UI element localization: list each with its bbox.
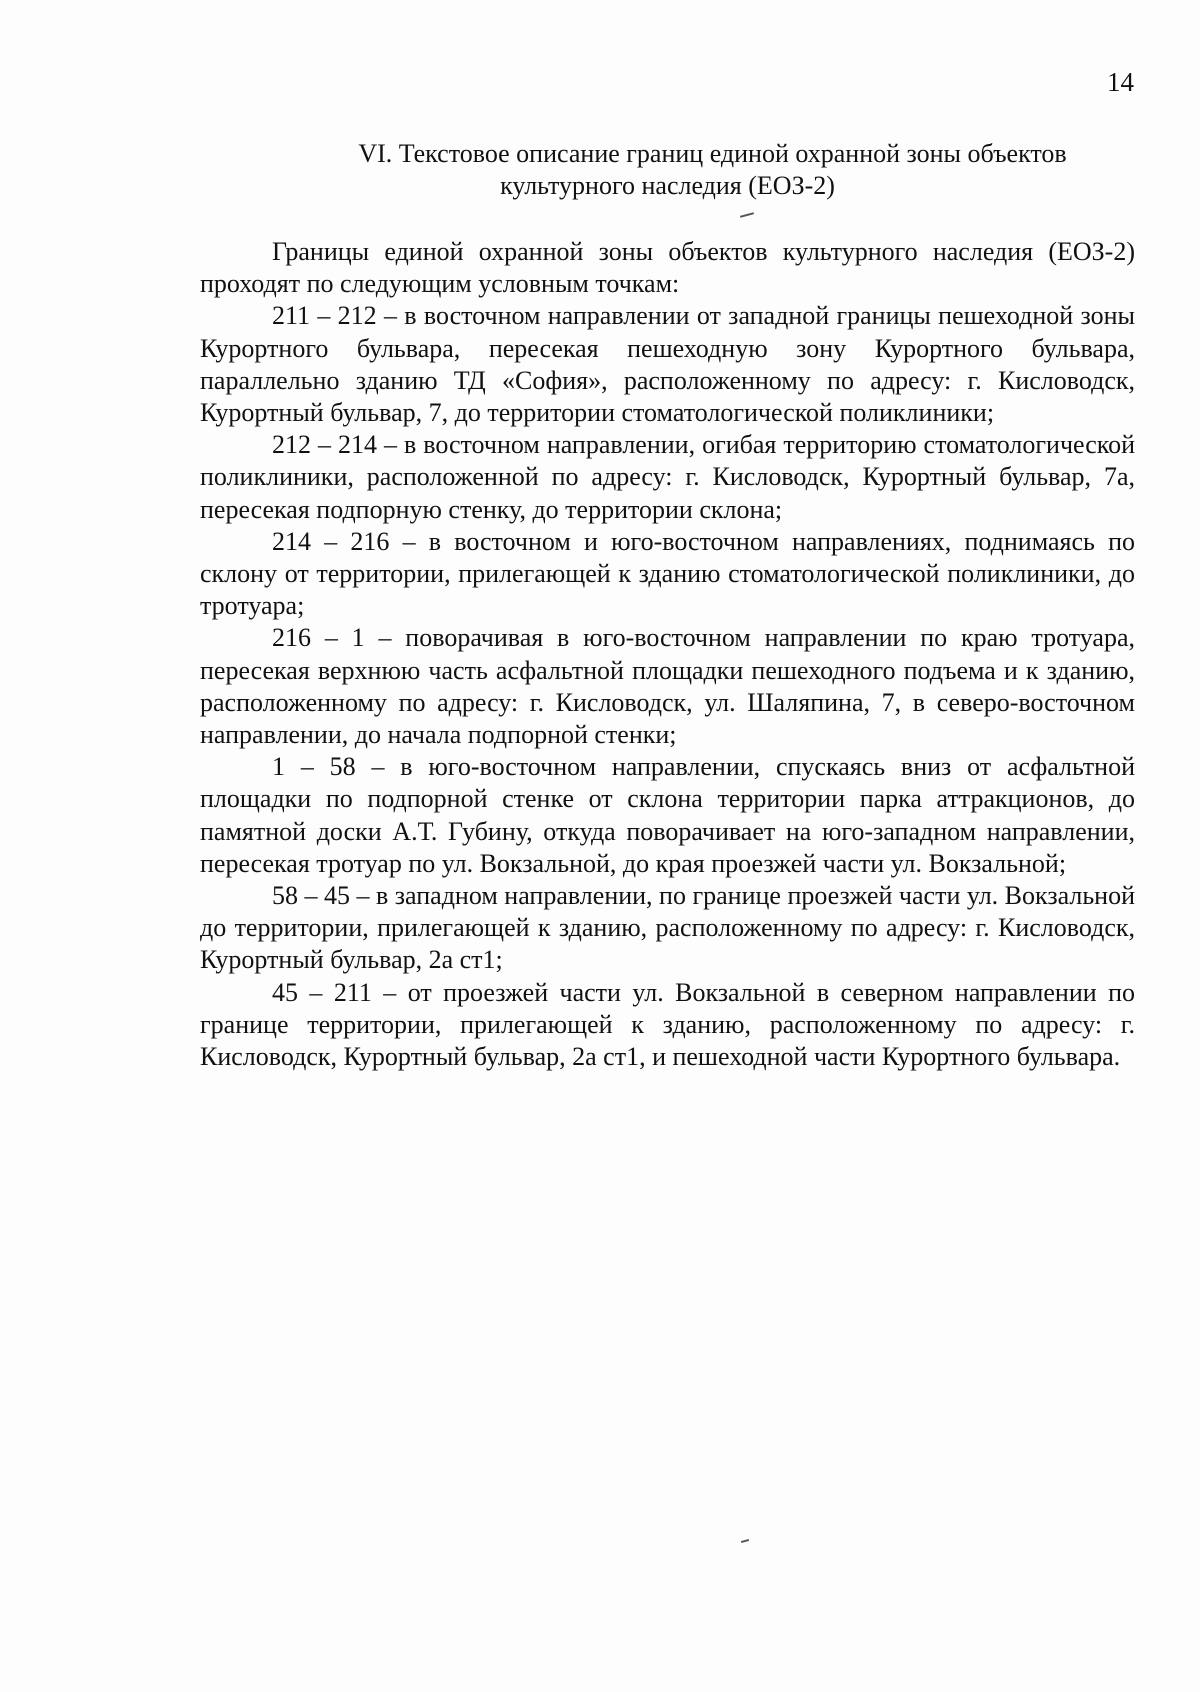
section-heading-line-2: культурного наследия (ЕОЗ-2) <box>500 171 835 200</box>
paragraph-segment-45-211: 45 – 211 – от проезжей части ул. Вокзальной в северном направлении по границе территории, прилегающей к зданию, расположенному по адресу: г. Кисловодск, Курортный бульвар, 2а ст1, и пешеходной части Курортного бульвара. <box>200 977 1135 1072</box>
paragraph-segment-216-1: 216 – 1 – поворачивая в юго-восточном направлении по краю тротуара, пересекая верхнюю часть асфальтной площадки пешеходного подъема и к зданию, расположенному по адресу: г. Кисловодск, ул. Шаляпина, 7, в северо-восточном направлении, до начала подпорной стенки; <box>200 623 1135 750</box>
scan-speck <box>741 1539 749 1543</box>
paragraph-segment-212-214: 212 – 214 – в восточном направлении, огибая территорию стоматологической поликлиники, расположенной по адресу: г. Кисловодск, Курортный бульвар, 7а, пересекая подпорную стенку, до территории склона; <box>200 430 1135 524</box>
paragraph-segment-58-45: 58 – 45 – в западном направлении, по границе проезжей части ул. Вокзальной до территории, прилегающей к зданию, расположенному по адресу: г. Кисловодск, Курортный бульвар, 2а ст1; <box>200 881 1136 975</box>
document-body <box>200 236 1135 1073</box>
paragraph-intro: Границы единой охранной зоны объектов культурного наследия (ЕОЗ-2) проходят по следующим условным точкам: <box>200 237 1135 299</box>
section-heading-line-1: VI. Текстовое описание границ единой охранной зоны объектов <box>358 139 1067 168</box>
paragraph-segment-214-216: 214 – 216 – в восточном и юго-восточном направлениях, поднимаясь по склону от территории, прилегающей к зданию стоматологической поликлиники, до тротуара; <box>200 526 1135 621</box>
section-heading <box>200 138 1135 202</box>
scan-speck <box>740 212 754 218</box>
paragraph-segment-211-212: 211 – 212 – в восточном направлении от западной границы пешеходной зоны Курортного бульвара, пересекая пешеходную зону Курортного бульвара, параллельно зданию ТД «София», расположенному по адресу: г. Кисловодск, Курортный бульвар, 7, до территории стоматологической поликлиники; <box>200 301 1135 428</box>
paragraph-segment-1-58: 1 – 58 – в юго-восточном направлении, спускаясь вниз от асфальтной площадки по подпорной стенке от склона территории парка аттракционов, до памятной доски А.Т. Губину, откуда поворачивает на юго-западном направлении, пересекая тротуар по ул. Вокзальной, до края проезжей части ул. Вокзальной; <box>200 752 1135 878</box>
page-number: 14 <box>1107 67 1134 97</box>
